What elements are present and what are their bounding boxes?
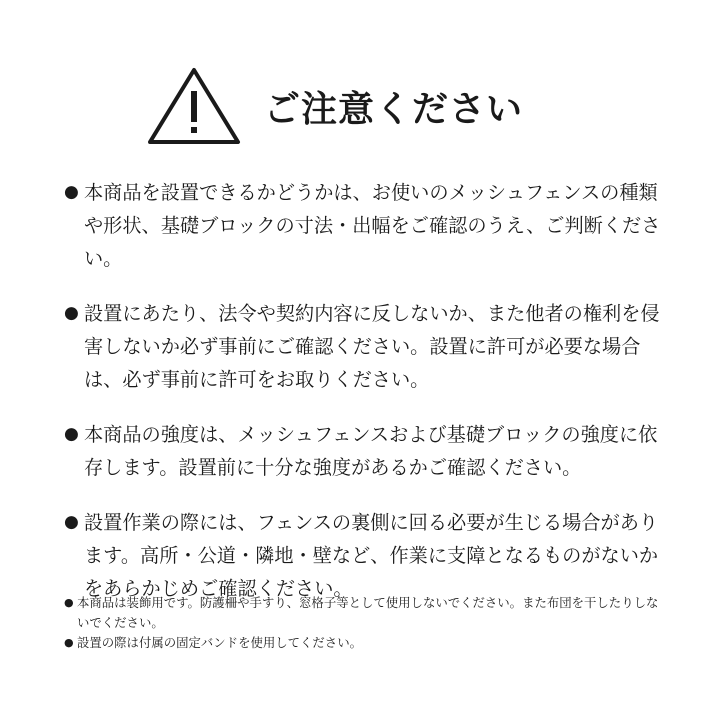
notice-text: 本商品の強度は、メッシュフェンスおよび基礎ブロックの強度に依存します。設置前に十分な強度があるかご確認ください。	[84, 423, 658, 479]
header	[146, 66, 523, 146]
notice-text: 本商品を設置できるかどうかは、お使いのメッシュフェンスの種類や形状、基礎ブロックの寸法・出幅をご確認のうえ、ご判断ください。	[84, 181, 661, 270]
warning-icon	[146, 66, 242, 146]
notice-item	[64, 506, 664, 605]
bullet: ●	[64, 512, 79, 532]
footnote-item	[64, 633, 664, 653]
bullet: ●	[64, 424, 79, 444]
footnote-text: 設置の際は付属の固定バンドを使用してください。	[77, 635, 362, 650]
bullet: ●	[64, 303, 79, 323]
footnote-list	[64, 593, 664, 653]
footnote-item	[64, 593, 664, 633]
footnote-text: 本商品は装飾用です。防護柵や手すり、窓格子等として使用しないでください。また布団を干したりしないでください。	[77, 595, 659, 630]
bullet: ●	[64, 182, 79, 202]
notice-list	[64, 176, 664, 627]
page-title: ご注意ください	[264, 88, 524, 130]
notice-text: 設置にあたり、法令や契約内容に反しないか、また他者の権利を侵害しないか必ず事前にご確認ください。設置に許可が必要な場合は、必ず事前に許可をお取りください。	[84, 302, 660, 391]
notice-item	[64, 176, 664, 275]
bullet: ●	[64, 596, 74, 609]
notice-item	[64, 418, 664, 484]
notice-item	[64, 297, 664, 396]
bullet: ●	[64, 636, 74, 649]
notice-text: 設置作業の際には、フェンスの裏側に回る必要が生じる場合があります。高所・公道・隣地・壁など、作業に支障となるものがないかをあらかじめご確認ください。	[84, 511, 659, 600]
